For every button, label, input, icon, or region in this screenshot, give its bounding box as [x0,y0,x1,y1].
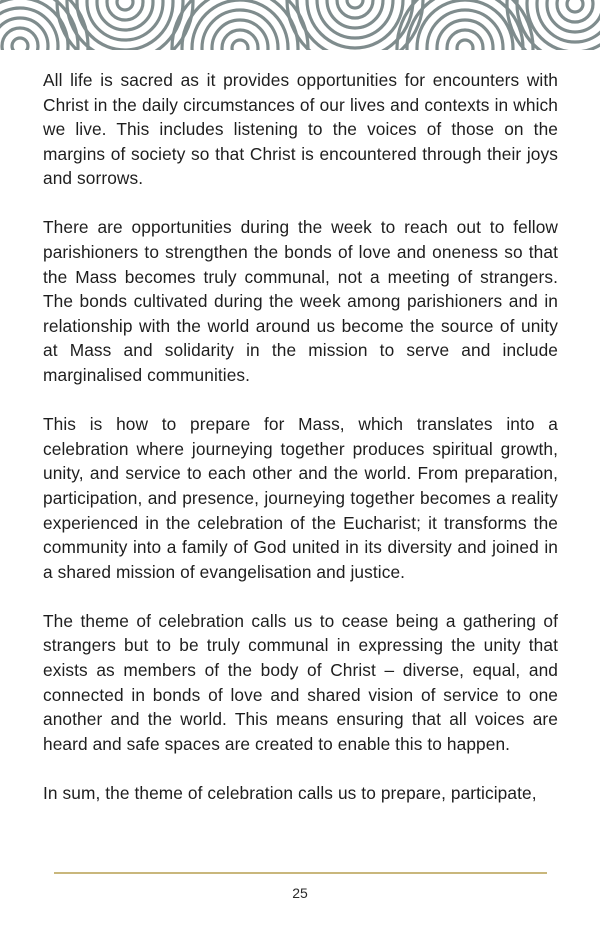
arc-ring [212,20,268,50]
arc-ring [97,0,153,30]
arc-ring [117,0,133,10]
page-body [43,68,558,805]
page-number: 25 [292,885,308,901]
arc-ring [232,40,248,50]
header-decorative-pattern [0,0,600,50]
arc-ring [417,0,513,50]
arc-ring [457,40,473,50]
paragraph: This is how to prepare for Mass, which translates into a celebration where journeying together produces spiritual growth, unity, and service to each other and the world. From preparation, participation, and presence, journeying together becomes a reality experienced in the celebration of the Eucharist; it transforms the community into a family of God united in its diversity and joined in a shared mission of evangelisation and justice. [43,414,558,582]
paragraph-continued: In sum, the theme of celebration calls us to prepare, participate, [43,782,537,803]
arc-ring [347,0,363,8]
arc-ring [77,0,173,50]
arc-ring [567,0,583,12]
paragraph: The theme of celebration calls us to cease being a gathering of strangers but to be truly communal in expressing the unity that exists as members of the body of Christ – diverse, equal, and connected in bonds of love and shared vision of service to one another and the world. This means ensuring that all voices are heard and safe spaces are created to enable this to happen. [43,610,558,754]
concentric-arcs-pattern [0,0,600,50]
arc-ring [12,38,28,50]
arc-ring [437,20,493,50]
footer-divider [54,872,547,874]
arc-group [0,0,600,50]
paragraph: There are opportunities during the week to reach out to fellow parishioners to strengthen the bonds of love and oneness so that the Mass becomes truly communal, not a meeting of strangers. The bonds cultivated during the week among parishioners and in relationship with the world around us become the source of unity at Mass and solidarity in the mission to serve and include marginalised communities. [43,217,558,386]
arc-ring [192,0,288,50]
arc-ring [327,0,383,28]
paragraph: All life is sacred as it provides opportunities for encounters with Christ in the daily circumstances of our lives and contexts in which we live. This includes listening to the voices of those on the margins of society so that Christ is encountered through their joys and sorrows. [43,70,558,189]
